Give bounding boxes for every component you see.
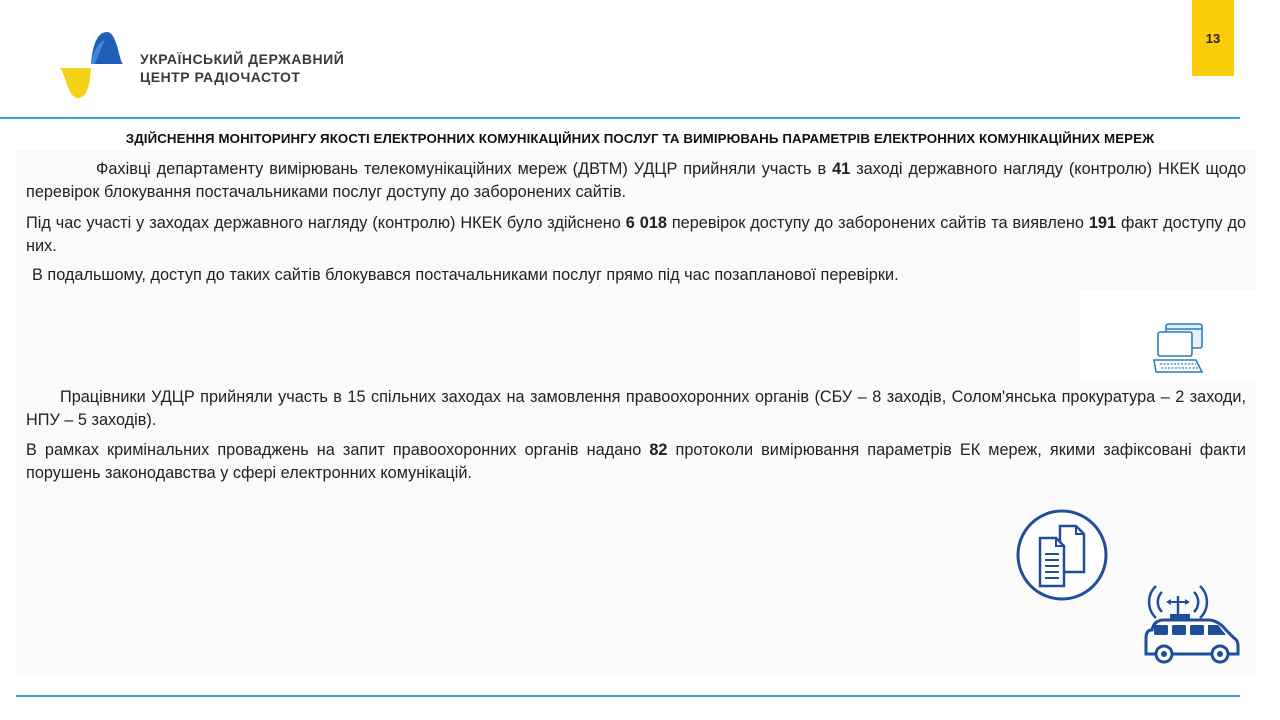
org-line-1: УКРАЇНСЬКИЙ ДЕРЖАВНИЙ: [140, 51, 345, 67]
organization-name: [140, 50, 344, 86]
udcr-logo-icon: [55, 30, 125, 100]
content-panel-2: [16, 290, 1080, 380]
org-line-2: ЦЕНТР РАДІОЧАСТОТ: [140, 69, 301, 85]
page-number: 13: [1205, 30, 1221, 46]
paragraph-2: Під час участі у заходах державного нагляду (контролю) НКЕК було здійснено 6 018 перевірок доступу до заборонених сайтів та виявлено 191 факт доступу до них.: [26, 214, 1247, 255]
monitoring-vehicle-icon: [1142, 582, 1242, 668]
laptop-icon: [1152, 322, 1206, 374]
paragraph-4: Працівники УДЦР прийняли участь в 15 спільних заходах на замовлення правоохоронних органів (СБУ – 8 заходів, Солом'янська прокуратура – 2 заходи, НПУ – 5 заходів).: [26, 388, 1246, 429]
header-divider: [0, 117, 1240, 119]
page-number-badge: [1192, 0, 1234, 76]
section-title: ЗДІЙСНЕННЯ МОНІТОРИНГУ ЯКОСТІ ЕЛЕКТРОННИХ КОМУНІКАЦІЙНИХ ПОСЛУГ ТА ВИМІРЮВАНЬ ПАРАМЕТРІВ ЕЛЕКТРОННИХ КОМУНІКАЦІЙНИХ МЕРЕЖ: [125, 131, 1155, 146]
paragraph-3: В подальшому, доступ до таких сайтів блокувався постачальниками послуг прямо під час позапланової перевірки.: [32, 266, 899, 284]
paragraph-5: В рамках кримінальних проваджень на запит правоохоронних органів надано 82 протоколи вимірювання параметрів ЕК мереж, якими зафіксовані факти порушень законодавства у сфері електронних комунікацій.: [26, 441, 1246, 482]
document-icon: [1014, 508, 1110, 602]
paragraph-1: Фахівці департаменту вимірювань телекомунікаційних мереж (ДВТМ) УДЦР прийняли участь в 41 заході державного нагляду (контролю) НКЕК щодо перевірок блокування постачальниками послуг доступу до заборонених сайтів.: [26, 160, 1246, 201]
footer-divider: [16, 695, 1240, 697]
